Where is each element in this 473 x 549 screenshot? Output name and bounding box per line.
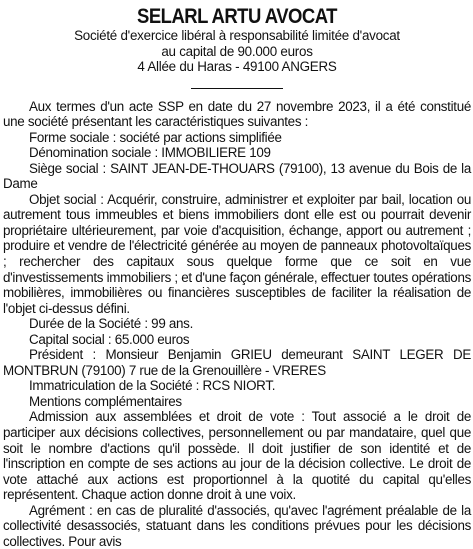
paragraph-objet-social: Objet social : Acquérir, construire, administrer et exploiter par bail, location ou autrement tous immeubles et biens immobiliers dont elle est ou pourrait devenir propriétaire ultérieurement, par voie d'acquisition, échange, apport ou autrement ; produire et vendre de l'électricité générée au moyen de panneaux photovoltaïques ; rechercher des capitaux sous quelque forme que ce soit en vue d'investissements immobiliers ; et d'une façon générale, effectuer toutes opérations mobilières, immobilières ou financières susceptibles de faciliter la réalisation de l'objet ci-dessus défini. <box>3 192 471 316</box>
paragraph-immatriculation: Immatriculation de la Société : RCS NIORT. <box>3 378 471 394</box>
company-legal-form: Société d'exercice libéral à responsabilité limitée d'avocat <box>3 28 471 44</box>
paragraph-mentions: Mentions complémentaires <box>3 394 471 410</box>
paragraph-admission: Admission aux assemblées et droit de vote : Tout associé a le droit de participer aux décisions collectives, personnellement ou par mandataire, quel que soit le nombre d'actions qu'il possède. Il doit justifier de son identité et de l'inscription en compte de ses actions au jour de la décision collective. Le droit de vote attaché aux actions est proportionnel à la quotité du capital qu'elles représentent. Chaque action donne droit à une voix. <box>3 409 471 502</box>
paragraph-capital-social: Capital social : 65.000 euros <box>3 332 471 348</box>
paragraph-siege-social: Siège social : SAINT JEAN-DE-THOUARS (79100), 13 avenue du Bois de la Dame <box>3 161 471 192</box>
paragraph-duree: Durée de la Société : 99 ans. <box>3 316 471 332</box>
separator-rule <box>191 88 283 89</box>
paragraph-intro: Aux termes d'un acte SSP en date du 27 novembre 2023, il a été constitué une société présentant les caractéristiques suivantes : <box>3 99 471 130</box>
paragraph-denomination: Dénomination sociale : IMMOBILIERE 109 <box>3 145 471 161</box>
company-title: SELARL ARTU AVOCAT <box>36 0 438 28</box>
notice-body <box>3 99 471 549</box>
paragraph-forme-sociale: Forme sociale : société par actions simplifiée <box>3 130 471 146</box>
company-capital: au capital de 90.000 euros <box>3 44 471 60</box>
paragraph-agrement: Agrément : en cas de pluralité d'associés, qu'avec l'agrément préalable de la collectivité desassociés, statuant dans les conditions prévues pour les décisions collectives. Pour avis <box>3 503 471 549</box>
paragraph-president: Président : Monsieur Benjamin GRIEU demeurant SAINT LEGER DE MONTBRUN (79100) 7 rue de la Grenouillère - VRERES <box>3 347 471 378</box>
company-address: 4 Allée du Haras - 49100 ANGERS <box>3 59 471 75</box>
